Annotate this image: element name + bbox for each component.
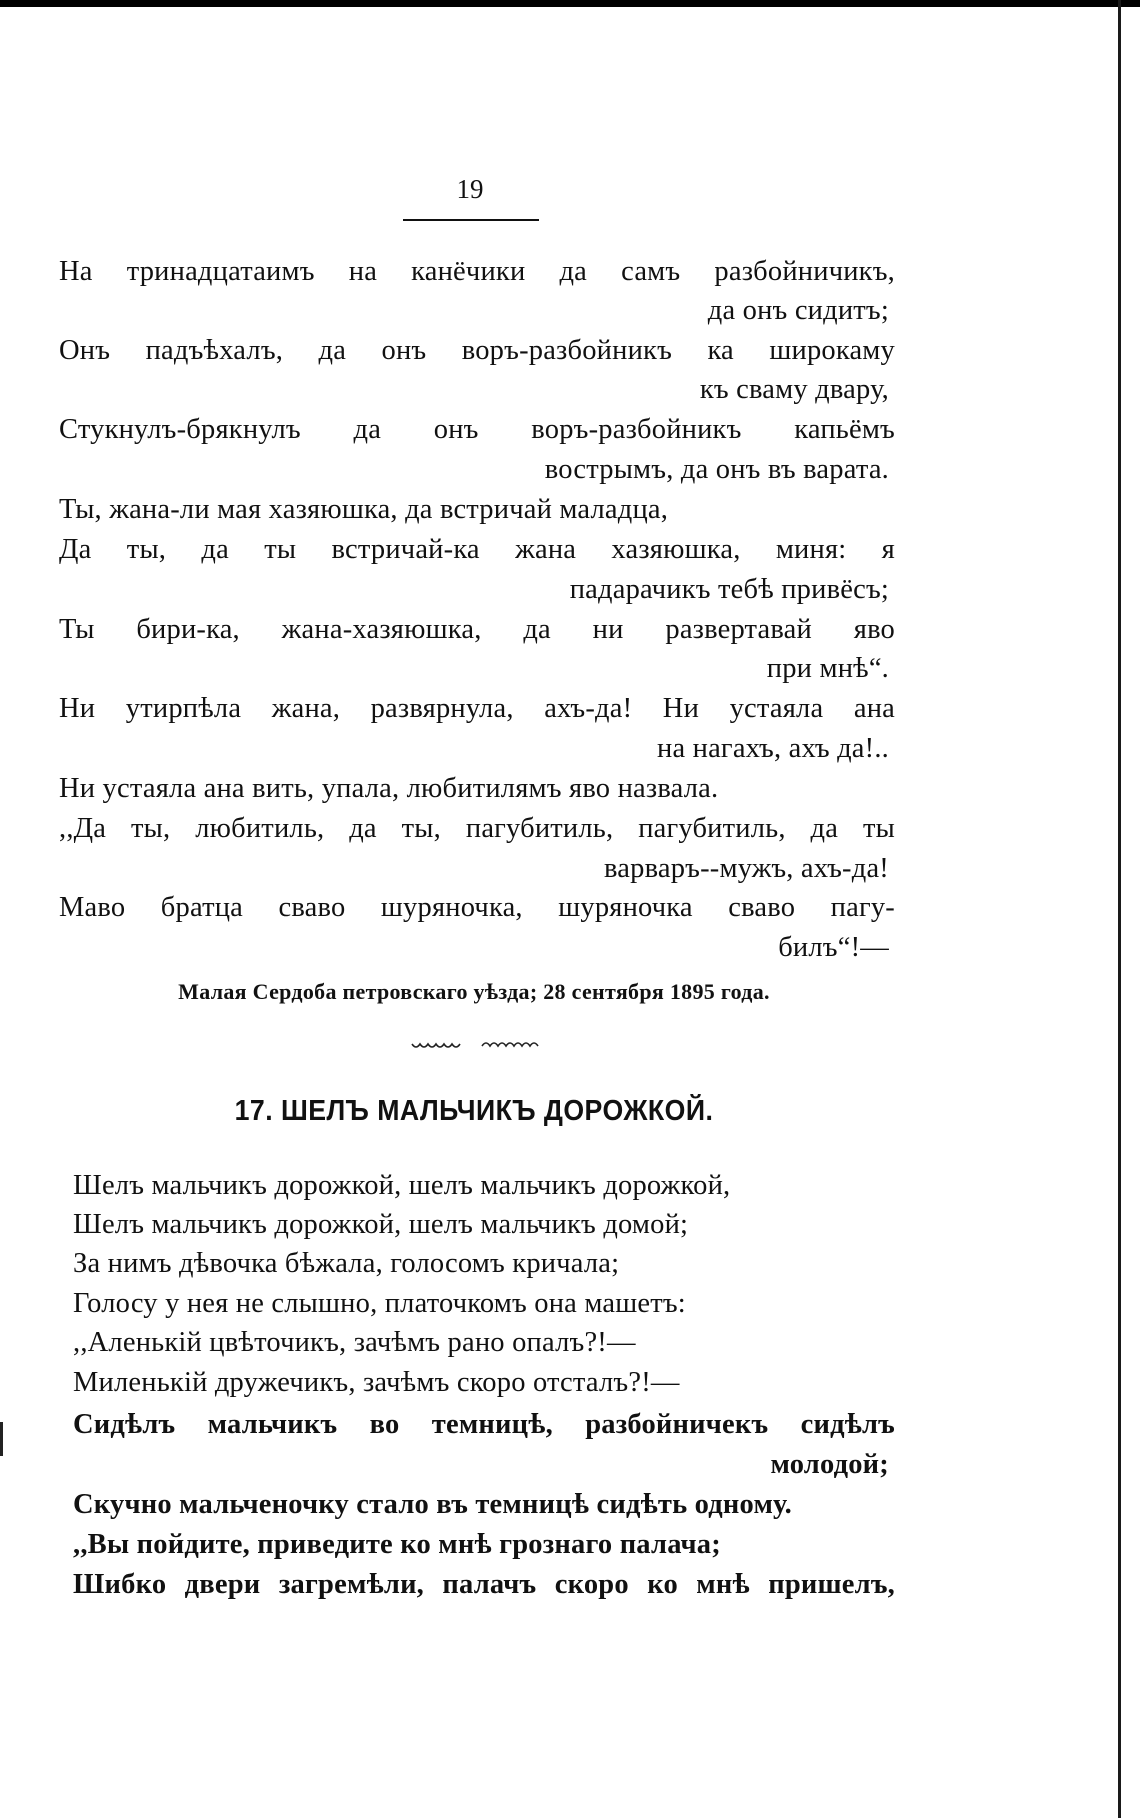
ornament-divider	[410, 1038, 550, 1052]
song16-line: билъ“!—	[778, 932, 889, 963]
song16-line: да онъ сидитъ;	[707, 295, 889, 326]
song16-line: Да ты, да ты встричай-ка жана хазяюшка, миня: я	[59, 534, 895, 565]
song16-line: Ты, жана-ли мая хазяюшка, да встричай маладца,	[59, 494, 669, 525]
song16-line: Ни устаяла ана вить, упала, любитилямъ яво назвала.	[59, 773, 719, 804]
song17-line: Сидѣлъ мальчикъ во темницѣ, разбойничекъ сидѣлъ	[73, 1409, 895, 1440]
song16-line: на нагахъ, ахъ да!..	[657, 733, 889, 764]
song16-line: при мнѣ“.	[766, 653, 889, 684]
song17-line: Шибко двери загремѣли, палачъ скоро ко мнѣ пришелъ,	[73, 1569, 895, 1600]
scan-left-mark	[0, 1422, 3, 1456]
song16-line: Ты бири-ка, жана-хазяюшка, да ни развертавай яво	[59, 614, 895, 645]
song17-line: молодой;	[770, 1449, 889, 1480]
song16-line: ,,Да ты, любитиль, да ты, пагубитиль, пагубитиль, да ты	[59, 813, 895, 844]
song16-line: Маво братца сваво шуряночка, шуряночка сваво пагу-	[59, 892, 895, 923]
page-number-rule	[403, 219, 539, 221]
song16-line: варваръ--мужъ, ахъ-да!	[604, 853, 889, 884]
song16-line: къ сваму двару,	[699, 374, 889, 405]
song17-line: Скучно мальченочку стало въ темницѣ сидѣть одному.	[73, 1489, 792, 1520]
song17-line: ,,Аленькій цвѣточикъ, зачѣмъ рано опалъ?!—	[73, 1327, 636, 1358]
song17-line: Шелъ мальчикъ дорожкой, шелъ мальчикъ домой;	[73, 1209, 689, 1240]
scan-top-edge	[0, 0, 1140, 7]
song17-line: Голосу у нея не слышно, платочкомъ она машетъ:	[73, 1288, 686, 1319]
page-number: 19	[456, 174, 484, 204]
song17-line: Шелъ мальчикъ дорожкой, шелъ мальчикъ дорожкой,	[73, 1170, 731, 1201]
poem-title: 17. ШЕЛЪ МАЛЬЧИКЪ ДОРОЖКОЙ.	[234, 1095, 714, 1127]
song16-line: вострымъ, да онъ въ варата.	[544, 454, 889, 485]
song17-line: За нимъ дѣвочка бѣжала, голосомъ кричала;	[73, 1248, 620, 1279]
song16-line: падарачикъ тебѣ привёсъ;	[569, 574, 889, 605]
song17-line: Миленькій дружечикъ, зачѣмъ скоро отсталъ?!—	[73, 1367, 680, 1398]
song16-line: Ни утирпѣла жана, развярнула, ахъ-да! Ни устаяла ана	[59, 693, 895, 724]
song-signature: Малая Сердоба петровскаго уѣзда; 28 сентября 1895 года.	[178, 979, 770, 1004]
song16-line: Онъ падъѣхалъ, да онъ воръ-разбойникъ ка широкаму	[59, 335, 895, 366]
scan-right-edge	[1118, 0, 1121, 1818]
song16-line: На тринадцатаимъ на канёчики да самъ разбойничикъ,	[59, 256, 895, 287]
song17-line: ,,Вы пойдите, приведите ко мнѣ грознаго палача;	[73, 1529, 721, 1560]
song16-line: Стукнулъ-брякнулъ да онъ воръ-разбойникъ капьёмъ	[59, 414, 895, 445]
